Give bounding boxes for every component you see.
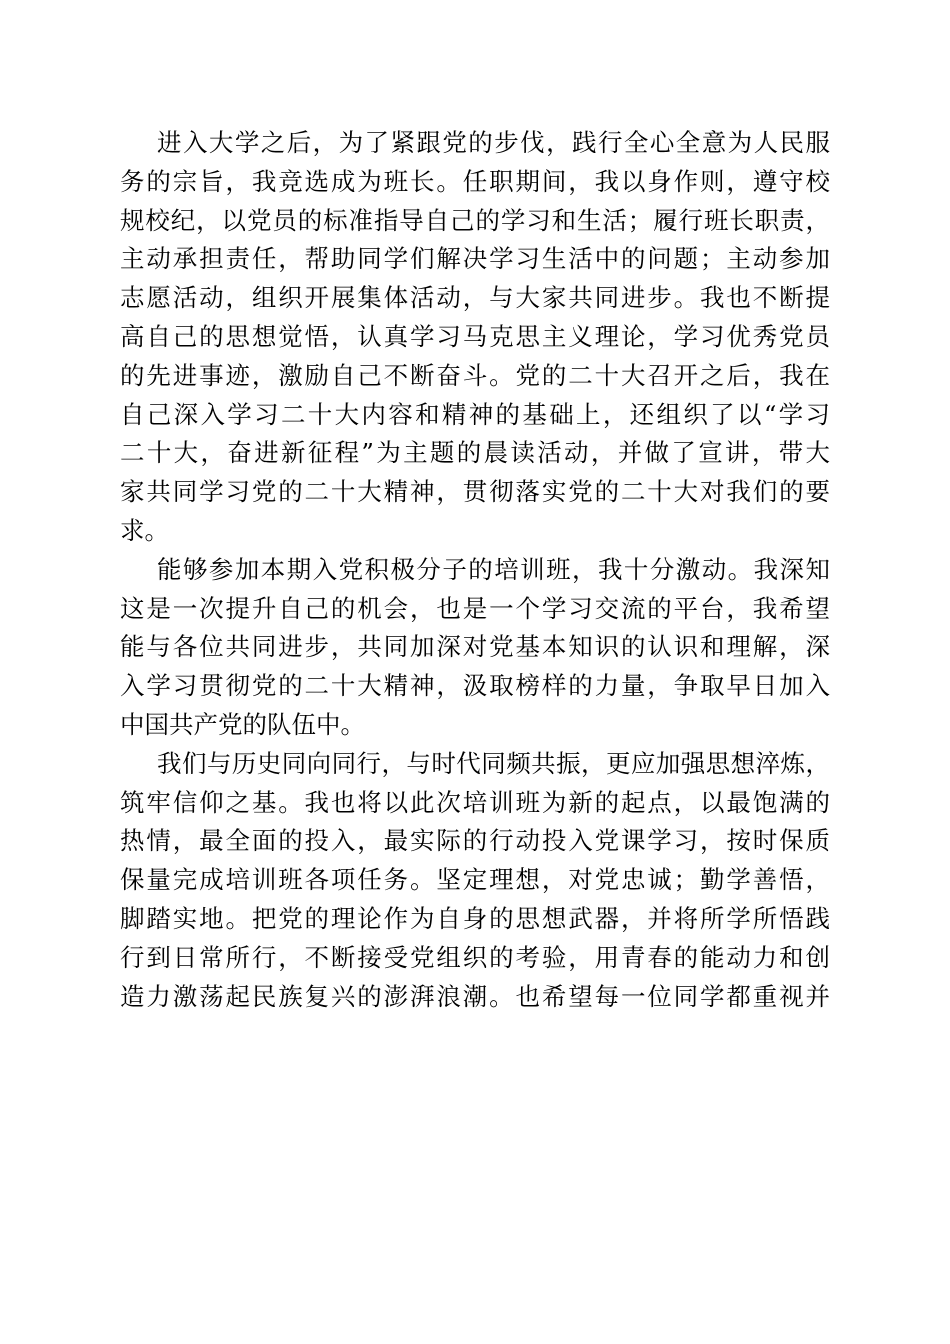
paragraph-3-line-7: 造力激荡起民族复兴的澎湃浪潮。也希望每一位同学都重视并: [120, 981, 830, 1011]
paragraph-2-line-3: 能与各位共同进步，共同加深对党基本知识的认识和理解，深: [120, 632, 830, 662]
paragraph-2-line-5: 中国共产党的队伍中。: [120, 709, 365, 739]
paragraph-3-line-6: 行到日常所行，不断接受党组织的考验，用青春的能动力和创: [120, 942, 830, 972]
paragraph-3-line-4: 保量完成培训班各项任务。坚定理想，对党忠诚；勤学善悟，: [120, 865, 830, 895]
paragraph-3-line-3: 热情，最全面的投入，最实际的行动投入党课学习，按时保质: [120, 826, 830, 856]
paragraph-1-line-11: 求。: [120, 515, 169, 545]
paragraph-1-line-6: 高自己的思想觉悟，认真学习马克思主义理论，学习优秀党员: [120, 321, 830, 351]
paragraph-3-line-2: 筑牢信仰之基。我也将以此次培训班为新的起点，以最饱满的: [120, 787, 830, 817]
paragraph-1-line-10: 家共同学习党的二十大精神，贯彻落实党的二十大对我们的要: [120, 477, 830, 507]
paragraph-3-line-5: 脚踏实地。把党的理论作为自身的思想武器，并将所学所悟践: [120, 903, 830, 933]
paragraph-1-line-2: 务的宗旨，我竞选成为班长。任职期间，我以身作则，遵守校: [120, 166, 830, 196]
paragraph-1-line-1: 进入大学之后，为了紧跟党的步伐，践行全心全意为人民服: [157, 128, 830, 157]
paragraph-1-line-3: 规校纪，以党员的标准指导自己的学习和生活；履行班长职责，: [120, 205, 830, 235]
paragraph-2-line-1: 能够参加本期入党积极分子的培训班，我十分激动。我深知: [157, 554, 830, 584]
paragraph-2-line-4: 入学习贯彻党的二十大精神，汲取榜样的力量，争取早日加入: [120, 671, 830, 701]
paragraph-3-line-1: 我们与历史同向同行，与时代同频共振，更应加强思想淬炼，: [157, 748, 830, 778]
paragraph-1-line-5: 志愿活动，组织开展集体活动，与大家共同进步。我也不断提: [120, 283, 830, 313]
paragraph-1-line-4: 主动承担责任，帮助同学们解决学习生活中的问题；主动参加: [120, 244, 830, 274]
paragraph-2-line-2: 这是一次提升自己的机会，也是一个学习交流的平台，我希望: [120, 593, 830, 623]
paragraph-1-line-8: 自己深入学习二十大内容和精神的基础上，还组织了以“学习: [120, 399, 830, 429]
document-body: [120, 124, 830, 1016]
paragraph-1-line-9: 二十大，奋进新征程”为主题的晨读活动，并做了宣讲，带大: [120, 438, 830, 468]
paragraph-1-line-7: 的先进事迹，激励自己不断奋斗。党的二十大召开之后，我在: [120, 360, 830, 390]
